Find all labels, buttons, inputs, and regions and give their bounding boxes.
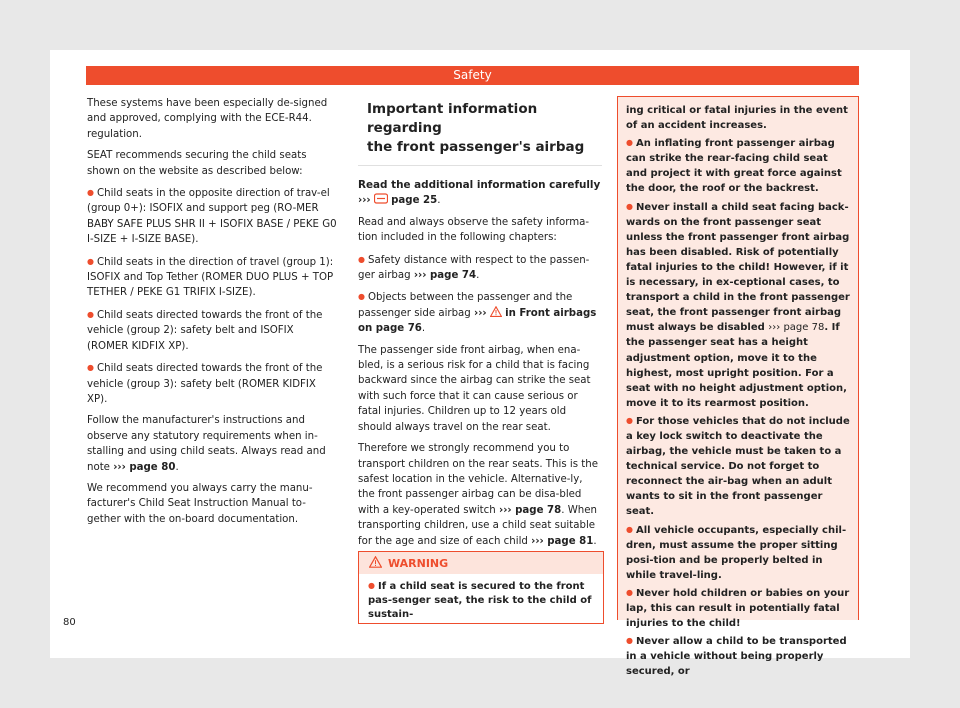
page-ref-link[interactable]: ››› page 81 (531, 535, 594, 547)
list-item (626, 135, 850, 196)
list-item (626, 585, 850, 631)
bullet-icon (368, 579, 376, 587)
list-item (87, 307, 337, 354)
heading-line-2: the front passenger's airbag (367, 139, 585, 155)
bullet-icon (358, 252, 366, 260)
read-carefully: Read the additional information carefully ››› page 25. (358, 179, 601, 207)
bullet-icon (626, 633, 634, 641)
observe-paragraph: Read and always observe the safety informa-tion included in the following chapters: (358, 216, 590, 244)
bullet-icon (87, 307, 95, 315)
column-middle (358, 100, 602, 555)
list-item (87, 185, 337, 248)
bullet-icon (87, 360, 95, 368)
ref-arrows: ››› (474, 307, 487, 319)
paragraph: Therefore we strongly recommend you to transport children on the rear seats. This is the safest location in the vehicle. Alternative-ly, the front passenger airbag can be disa-bled with a key-operated switch ››› page 78. When transporting children, use a child seat suitable for the age and size of each child ››› page 81. (358, 443, 598, 547)
warning-header (359, 552, 603, 574)
paragraph-text: Therefore we strongly recommend you to transport children on the rear seats. This is the safest location in the vehicle. Alternative-ly, the front passenger airbag can be disa-bled with a key-operated switch (358, 443, 598, 516)
page-ref-link[interactable]: ››› page 80 (113, 461, 176, 473)
list-item-text: Never hold children or babies on your lap, this can result in potentially fatal injuries to the child! (626, 587, 850, 630)
list-item-text: Never install a child seat facing back-wards on the front passenger seat unless the front passenger front airbag has been disabled. Risk of potentially fatal injuries to the child! However, if it is necessary, in ex-ceptional cases, to transport a child in the front passenger seat, the front passenger front airbag must always be disabled (626, 201, 850, 334)
heading-line-1: Important information regarding (367, 101, 538, 136)
paragraph-text: When transporting children, use a child seat suitable for the age and size of each child (358, 504, 597, 547)
list-item-text: Objects between the passenger and the passenger side airbag (358, 292, 573, 319)
warning-continuation (617, 96, 859, 678)
list-item-text: Child seats directed towards the front of the vehicle (group 2): safety belt and ISOFIX (ROMER KIDFIX XP). (87, 309, 323, 352)
list-item-text: Child seats in the opposite direction of trav-el (group 0+): ISOFIX and support peg (RO-MER BABY SAFE PLUS SHR II + ISOFIX BASE / PEKE G0 I-SIZE + I-SIZE BASE). (87, 188, 337, 246)
ref-arrows: ››› (358, 195, 371, 207)
list-item: ●Objects between the passenger and the passenger side airbag ››› in Front airbags on page 76. (358, 289, 602, 336)
intro-paragraph: These systems have been especially de-signed and approved, complying with the ECE-R44. regulation. (87, 98, 328, 140)
follow-paragraph: Follow the manufacturer's instructions and observe any statutory requirements when in-stalling and using child seats. Always read and note ››› page 80. (87, 415, 326, 473)
page-ref-link[interactable]: in Front airbags on page 76 (358, 307, 597, 335)
paragraph: The passenger side front airbag, when ena-bled, is a serious risk for a child that is facing backward since the airbag can strike the seat with such force that it can cause serious or fatal injuries. Children up to 12 years old should always travel on the rear seat. (358, 344, 591, 433)
bullet-icon (626, 522, 634, 530)
list-item (626, 413, 850, 520)
bullet-icon (626, 135, 634, 143)
book-icon (374, 193, 388, 204)
list-item (626, 199, 850, 411)
page-number: 80 (63, 617, 76, 628)
warning-text: If a child seat is secured to the front pas-senger seat, the risk to the child of sustain- (368, 581, 592, 620)
warning-box (358, 551, 604, 624)
section-heading (358, 100, 602, 166)
list-item-text: An inflating front passenger airbag can strike the rear-facing child seat and project it with great force against the door, the roof or the backrest. (626, 138, 842, 195)
bullet-icon (626, 199, 634, 207)
list-item-text: For those vehicles that do not include a key lock switch to deactivate the airbag, the vehicle must be taken to a technical service. Do not forget to reconnect the air-bag when an adult wants to sit in the front passenger seat. (626, 415, 850, 518)
bullet-icon (87, 185, 95, 193)
list-item-text: . If the passenger seat has a height adjustment option, move it to the highest, most upright position. For a seat with no height adjustment option, move it to its rearmost position. (626, 322, 847, 409)
list-item-text: Never allow a child to be transported in a vehicle without being properly secured, or (626, 636, 847, 678)
carry-paragraph: We recommend you always carry the manu-facturer's Child Seat Instruction Manual to-gether with the on-board documentation. (87, 482, 313, 525)
page-ref-link[interactable]: ››› page 74 (413, 270, 477, 282)
list-item-text: Child seats directed towards the front of the vehicle (group 3): safety belt (ROMER KIDFIX XP). (87, 363, 323, 405)
warning-triangle-icon (369, 556, 382, 571)
warning-lead-text: ing critical or fatal injuries in the event of an accident increases. (626, 105, 848, 132)
list-item: ●Safety distance with respect to the passen-ger airbag ››› page 74. (358, 252, 602, 284)
list-item-text: All vehicle occupants, especially chil-dren, must assume the proper sitting posi-tion and be properly belted in while travel-ling. (626, 524, 847, 581)
warning-label: WARNING (388, 556, 449, 570)
read-label: Read the additional information carefully (358, 179, 601, 191)
list-item (626, 522, 850, 583)
list-item-text: Safety distance with respect to the passen-ger airbag (358, 254, 590, 282)
page-ref-link[interactable]: page 25 (391, 195, 438, 207)
bullet-icon (358, 289, 366, 297)
bullet-icon (626, 413, 634, 421)
column-left (87, 96, 337, 533)
list-item-text: Child seats in the direction of travel (group 1): ISOFIX and Top Tether (ROMER DUO PLUS + TOP TETHER / PEKE G1 TRIFIX I-SIZE). (87, 256, 334, 299)
section-title: Safety (453, 68, 492, 82)
page-ref-link[interactable]: ››› page 78 (768, 322, 825, 334)
warning-body (359, 574, 603, 627)
section-header (86, 66, 859, 85)
list-item (87, 254, 337, 301)
bullet-icon (626, 585, 634, 593)
list-item (87, 360, 337, 407)
page-ref-link[interactable]: ››› page 78 (499, 504, 562, 516)
bullet-icon (87, 254, 95, 262)
follow-text: Follow the manufacturer's instructions and observe any statutory requirements when in-stalling and using child seats. Always read and note (87, 415, 326, 473)
warning-triangle-icon (490, 306, 502, 317)
recommend-paragraph: SEAT recommends securing the child seats shown on the website as described below: (87, 150, 307, 177)
list-item (626, 633, 850, 679)
